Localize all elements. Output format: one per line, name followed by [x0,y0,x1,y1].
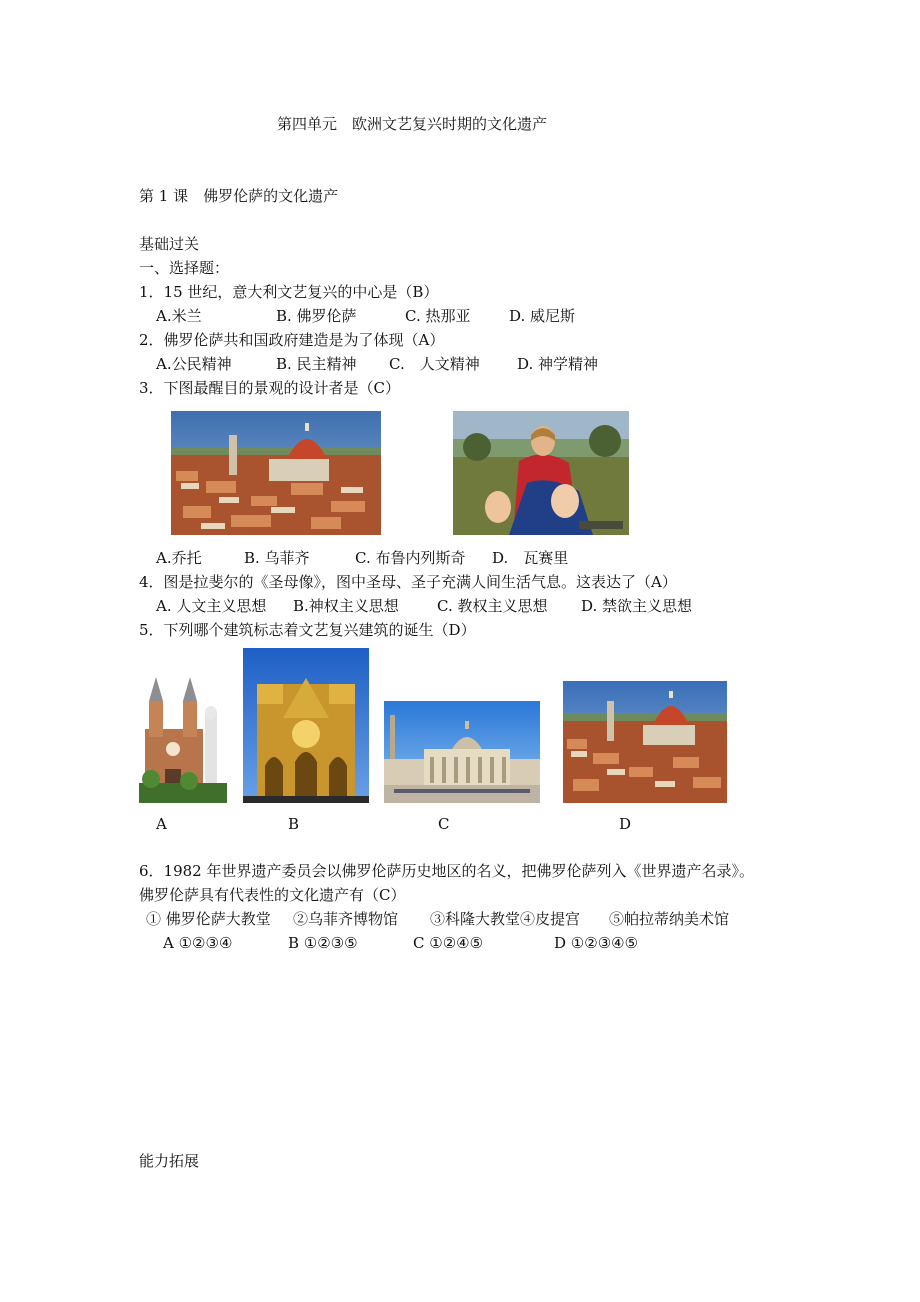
option-b-gothic-cathedral-image [243,648,369,803]
raphael-madonna-painting-image [453,411,629,535]
question-6-options [0,933,920,953]
florence-cityscape-image [171,411,381,535]
question-3-option-a: A.乔托 [156,549,202,567]
question-6-option-b: B ①②③⑤ [288,934,358,952]
question-5-label-a: A [156,815,167,833]
question-3-options [0,548,920,568]
question-4-option-a: A. 人文主义思想 [156,597,267,615]
option-a-twin-spire-cathedral-image [139,673,227,803]
question-5-stem: 5．下列哪个建筑标志着文艺复兴建筑的诞生（D） [139,621,476,639]
question-2-option-b: B. 民主精神 [276,355,357,373]
question-5-label-c: C [438,815,450,833]
question-6-option-d: D ①②③④⑤ [554,934,639,952]
question-5-label-b: B [288,815,300,833]
question-4-options [0,596,920,616]
section-basic-heading: 基础过关 [139,235,200,253]
lesson-title: 第 1 课 佛罗伦萨的文化遗产 [139,187,339,205]
question-1-option-b: B. 佛罗伦萨 [276,307,357,325]
question-6-item-1: ① 佛罗伦萨大教堂 [146,910,271,928]
question-1-stem: 1．15 世纪，意大利文艺复兴的中心是（B） [139,283,439,301]
question-4-option-b: B.神权主义思想 [293,597,399,615]
question-4-stem: 4．图是拉斐尔的《圣母像》，图中圣母、圣子充满人间生活气息。这表达了（A） [139,573,677,591]
part-choice-heading: 一、选择题： [139,259,230,277]
question-4-option-c: C. 教权主义思想 [437,597,548,615]
option-d-florence-cathedral-image [563,681,727,803]
question-6-item-2: ②乌菲齐博物馆 [293,910,399,928]
question-3-stem: 3．下图最醒目的景观的设计者是（C） [139,379,401,397]
question-3-option-b: B. 乌菲齐 [244,549,310,567]
question-6-items [0,909,920,929]
question-2-option-d: D. 神学精神 [517,355,599,373]
question-2-stem: 2．佛罗伦萨共和国政府建造是为了体现（A） [139,331,445,349]
question-6-option-a: A ①②③④ [163,934,233,952]
question-1-option-a: A.米兰 [156,307,202,325]
question-5-label-d: D [619,815,632,833]
section-ability-heading: 能力拓展 [139,1152,200,1170]
question-6-stem-line-2: 佛罗伦萨具有代表性的文化遗产有（C） [139,886,406,904]
unit-title: 第四单元 欧洲文艺复兴时期的文化遗产 [277,115,548,133]
question-3-option-c: C. 布鲁内列斯奇 [355,549,466,567]
question-6-item-4: ⑤帕拉蒂纳美术馆 [609,910,730,928]
question-4-option-d: D. 禁欲主义思想 [581,597,693,615]
question-2-option-a: A.公民精神 [156,355,232,373]
question-1-option-d: D. 威尼斯 [509,307,576,325]
question-3-option-d: D. 瓦赛里 [492,549,569,567]
option-c-st-peters-basilica-image [384,701,540,803]
question-1-options [0,306,920,326]
question-5-image-labels [0,814,920,834]
question-6-option-c: C ①②④⑤ [413,934,484,952]
question-2-option-c: C. 人文精神 [389,355,480,373]
question-6-item-3: ③科隆大教堂④皮提宫 [430,910,581,928]
question-6-stem-line-1: 6．1982 年世界遗产委员会以佛罗伦萨历史地区的名义，把佛罗伦萨列入《世界遗产名录》。 [139,862,754,880]
question-1-option-c: C. 热那亚 [405,307,471,325]
question-2-options [0,354,920,374]
